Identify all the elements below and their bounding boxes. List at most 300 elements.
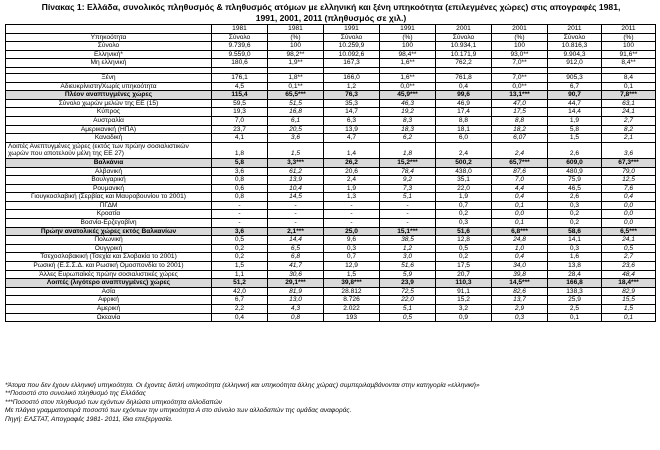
value-cell: 9,2 [380, 176, 436, 185]
value-cell: 15,5 [602, 296, 656, 305]
value-cell: 0,3 [436, 219, 492, 228]
value-cell: 63,1 [602, 99, 656, 108]
value-cell: 480,9 [548, 167, 602, 176]
value-cell: 0,7 [324, 253, 380, 262]
value-cell: 51,5 [268, 99, 324, 108]
value-cell: 0,2 [212, 244, 268, 253]
value-cell: 15,2 [436, 296, 492, 305]
table-row [6, 108, 656, 117]
row-label: Πρώην ανατολικές χώρες εκτός Βαλκανίων [6, 227, 212, 236]
value-cell: 0,6 [212, 184, 268, 193]
value-cell: - [324, 201, 380, 210]
row-label: ΠΓΔΜ [6, 201, 212, 210]
value-cell: 61,2 [268, 167, 324, 176]
value-cell: 0,1 [548, 313, 602, 322]
value-cell: - [212, 219, 268, 228]
value-cell: 0,7 [436, 201, 492, 210]
value-cell: 13,7 [492, 296, 548, 305]
value-cell: 98,4** [380, 50, 436, 59]
value-cell: 81,9 [268, 287, 324, 296]
value-cell: 180,6 [212, 59, 268, 68]
value-cell: - [380, 219, 436, 228]
value-cell: 78,4 [380, 167, 436, 176]
value-cell: 79,0 [602, 167, 656, 176]
value-cell: 0,3 [324, 244, 380, 253]
row-label: Κροατία [6, 210, 212, 219]
value-cell: 23,9 [380, 279, 436, 288]
value-cell: 67,3*** [602, 158, 656, 167]
value-cell: 24,8 [492, 236, 548, 245]
value-cell: 115,4 [212, 91, 268, 100]
value-cell: 82,6 [492, 287, 548, 296]
value-cell: 3,6 [268, 134, 324, 143]
value-cell: 0,2 [436, 253, 492, 262]
value-cell: 22,0 [380, 296, 436, 305]
value-cell: 0,4 [212, 313, 268, 322]
value-cell: 0,8 [212, 176, 268, 185]
value-cell: 46,9 [436, 99, 492, 108]
value-cell: 0,5 [380, 313, 436, 322]
value-cell: 48,4 [602, 270, 656, 279]
value-cell: 10.171,9 [436, 50, 492, 59]
value-cell: 10.092,6 [324, 50, 380, 59]
value-cell: 1,6** [380, 59, 436, 68]
value-cell: 20,6 [324, 167, 380, 176]
value-cell: - [324, 219, 380, 228]
value-cell: 12,9 [324, 262, 380, 271]
row-label: Πλέον αναπτυγμένες χώρες [6, 91, 212, 100]
note-line: ***Ποσοστό στον πληθυσμό των εχόντων δηλώσει υπηκοότητα αλλοδαπών [5, 398, 223, 406]
row-label: Αμερική [6, 305, 212, 314]
value-cell: 12,8 [436, 236, 492, 245]
value-cell: 2,9 [492, 305, 548, 314]
table-row [6, 99, 656, 108]
value-cell: 24,1 [602, 236, 656, 245]
value-cell: 5,9 [380, 270, 436, 279]
row-label: Ρωσική (Ε.Σ.Σ.Δ. και Ρωσική Ομοσπονδία το 2001) [6, 262, 212, 271]
value-cell: 500,2 [436, 158, 492, 167]
value-cell: 75,9 [548, 176, 602, 185]
row-label: Αδιευκρίνιστη/Χωρίς υπηκοότητα [6, 82, 212, 91]
value-cell: 15,2*** [380, 158, 436, 167]
table-row [6, 42, 656, 51]
value-cell: 1,9** [268, 59, 324, 68]
row-label: Ρουμανική [6, 184, 212, 193]
table-row [6, 193, 656, 202]
header-year-cell: 1991 [380, 25, 436, 34]
value-cell: 2,6 [548, 193, 602, 202]
value-cell: 6,7 [212, 296, 268, 305]
table-body [6, 25, 656, 322]
value-cell: - [324, 210, 380, 219]
value-cell: 0,0 [492, 210, 548, 219]
value-cell: 45,9*** [380, 91, 436, 100]
value-cell: 1,9 [436, 193, 492, 202]
header-year-cell: 1981 [212, 25, 268, 34]
value-cell: 12,5 [602, 176, 656, 185]
value-cell: 3,6 [212, 167, 268, 176]
value-cell: 19,2 [380, 108, 436, 117]
value-cell: 100 [268, 42, 324, 51]
value-cell: 1,0 [492, 244, 548, 253]
value-cell: 166,8 [548, 279, 602, 288]
value-cell: 14,4 [268, 236, 324, 245]
value-cell: 10.259,9 [324, 42, 380, 51]
value-cell: 167,3 [324, 59, 380, 68]
value-cell: 13,8 [548, 262, 602, 271]
value-cell: 17,4 [436, 108, 492, 117]
value-cell: 0,4 [602, 193, 656, 202]
value-cell: 16,8 [268, 108, 324, 117]
header-column-cell: (%) [602, 33, 656, 42]
value-cell: 90,7 [548, 91, 602, 100]
value-cell: 87,6 [492, 167, 548, 176]
value-cell: 6,0 [436, 134, 492, 143]
value-cell: 0,2 [436, 210, 492, 219]
value-cell: 39,8*** [324, 279, 380, 288]
value-cell: 1,5 [548, 134, 602, 143]
value-cell: 138,3 [548, 287, 602, 296]
value-cell: 609,0 [548, 158, 602, 167]
value-cell: - [268, 219, 324, 228]
row-label: Αυστραλία [6, 116, 212, 125]
table-row [6, 91, 656, 100]
value-cell: 1,6** [380, 73, 436, 82]
value-cell: 18,4*** [602, 279, 656, 288]
population-table [5, 24, 656, 322]
value-cell: 14,1 [548, 236, 602, 245]
value-cell: 6,5*** [602, 227, 656, 236]
note-line: Με πλάγια γραμματοσειρά ποσοστό των εχόντων την υπηκοότητα Α στο σύνολο των αλλοδαπών της ομάδας αναφοράς. [5, 407, 352, 415]
value-cell: 1,4 [324, 142, 380, 158]
value-cell: 59,5 [212, 99, 268, 108]
table-row [6, 142, 656, 158]
value-cell: 7,0 [492, 176, 548, 185]
value-cell: 65,5*** [268, 91, 324, 100]
value-cell: - [212, 201, 268, 210]
value-cell: 9.559,0 [212, 50, 268, 59]
value-cell: 6,3 [324, 116, 380, 125]
value-cell: 22,0 [436, 184, 492, 193]
value-cell: 41,7 [268, 262, 324, 271]
value-cell: 438,0 [436, 167, 492, 176]
header-blank-cell [6, 25, 212, 34]
table-row [6, 116, 656, 125]
value-cell: 28.812 [324, 287, 380, 296]
value-cell: 3,0 [380, 253, 436, 262]
row-label: Αλβανική [6, 167, 212, 176]
value-cell: 72,5 [380, 287, 436, 296]
value-cell: 0,3 [548, 201, 602, 210]
value-cell: 2,4 [436, 142, 492, 158]
value-cell: 0,8 [212, 193, 268, 202]
value-cell: 0,0 [602, 201, 656, 210]
value-cell: 0,0 [602, 219, 656, 228]
value-cell: 0,5 [436, 244, 492, 253]
value-cell: 8,3 [380, 116, 436, 125]
value-cell: 47,0 [492, 99, 548, 108]
value-cell: 6,2 [380, 134, 436, 143]
header-year-cell: 2011 [548, 25, 602, 34]
value-cell: 14,7 [324, 108, 380, 117]
header-column-cell: Υπηκοότητα [6, 33, 212, 42]
value-cell: 98,2** [268, 50, 324, 59]
value-cell: 0,5 [602, 244, 656, 253]
value-cell: 100 [492, 42, 548, 51]
value-cell: 13,9 [268, 176, 324, 185]
value-cell: 91,6** [602, 50, 656, 59]
value-cell: 91,1 [436, 287, 492, 296]
value-cell: 0,0** [380, 82, 436, 91]
value-cell: 51,2 [212, 279, 268, 288]
value-cell: 1,5 [324, 270, 380, 279]
value-cell: 110,3 [436, 279, 492, 288]
value-cell: 7,0 [212, 116, 268, 125]
header-year-cell: 1991 [324, 25, 380, 34]
value-cell: - [212, 210, 268, 219]
value-cell: 0,4 [492, 193, 548, 202]
value-cell: 0,4 [492, 253, 548, 262]
row-label: Πολωνική [6, 236, 212, 245]
value-cell: 8,4** [602, 59, 656, 68]
header-year-cell: 2011 [602, 25, 656, 34]
table-row [6, 50, 656, 59]
table-row [6, 176, 656, 185]
value-cell: 51,6 [436, 227, 492, 236]
table-row [6, 125, 656, 134]
value-cell: - [380, 201, 436, 210]
value-cell: 8.726 [324, 296, 380, 305]
row-label: Ωκεανία [6, 313, 212, 322]
value-cell: 10.816,3 [548, 42, 602, 51]
value-cell: 6,8*** [492, 227, 548, 236]
value-cell: 0,5 [212, 236, 268, 245]
value-cell: 3,3*** [268, 158, 324, 167]
value-cell: 2,2 [212, 305, 268, 314]
table-row [6, 236, 656, 245]
value-cell: 3,6 [602, 142, 656, 158]
row-label: Σύνολο [6, 42, 212, 51]
table-row [6, 59, 656, 68]
value-cell: 1,1 [212, 270, 268, 279]
table-row [6, 134, 656, 143]
value-cell: 1,5 [602, 305, 656, 314]
value-cell: - [380, 210, 436, 219]
value-cell: 0,1** [268, 82, 324, 91]
value-cell: 14,5 [268, 193, 324, 202]
header-column-cell: (%) [380, 33, 436, 42]
value-cell: 762,2 [436, 59, 492, 68]
value-cell: 42,0 [212, 287, 268, 296]
value-cell: 2,5 [548, 305, 602, 314]
value-cell: 0,1 [492, 219, 548, 228]
value-cell: 76,3 [324, 91, 380, 100]
value-cell: 34,0 [492, 262, 548, 271]
value-cell: 5,1 [380, 305, 436, 314]
value-cell: 15,1*** [380, 227, 436, 236]
table-row [6, 210, 656, 219]
value-cell: 3,6 [212, 227, 268, 236]
table-row [6, 313, 656, 322]
value-cell: 6,07 [492, 134, 548, 143]
row-label: Κύπρος [6, 108, 212, 117]
value-cell: 2,4 [324, 176, 380, 185]
table-row [6, 287, 656, 296]
value-cell: 0,1 [602, 82, 656, 91]
row-label: Μη ελληνική [6, 59, 212, 68]
value-cell: 9.904,3 [548, 50, 602, 59]
value-cell: 0,9 [436, 313, 492, 322]
row-label: Λοιπές Ανεπτυγμένες χώρες (εκτός των πρώην σοσιαλιστικών χωρών που αποτελούν μέλη της ΕΕ 27) [6, 142, 212, 158]
value-cell: 7,0** [492, 73, 548, 82]
value-cell: 18,2 [492, 125, 548, 134]
note-line: **Ποσοστό στο συνολικό πληθυσμό της Ελλάδας [5, 390, 146, 398]
value-cell: 46,3 [380, 99, 436, 108]
row-label: Τσεχοσλοβακική (Τσεχία και Σλοβακία το 2001) [6, 253, 212, 262]
value-cell: 4,3 [268, 305, 324, 314]
value-cell: 912,0 [548, 59, 602, 68]
value-cell: 0,2 [212, 253, 268, 262]
value-cell: 65,7*** [492, 158, 548, 167]
value-cell: 93,0** [492, 50, 548, 59]
header-column-cell: Σύνολο [324, 33, 380, 42]
value-cell: 9,6 [324, 236, 380, 245]
value-cell: 100 [602, 42, 656, 51]
value-cell: 100 [380, 42, 436, 51]
value-cell: 2,7 [602, 253, 656, 262]
value-cell: 0,3 [548, 244, 602, 253]
value-cell: 28,4 [548, 270, 602, 279]
row-label: Βοσνία-Ερζεγοβίνη [6, 219, 212, 228]
row-label: Ουγγρική [6, 244, 212, 253]
value-cell: 2,1 [602, 134, 656, 143]
value-cell: 1,2 [324, 82, 380, 91]
table-row [6, 167, 656, 176]
value-cell: 44,7 [548, 99, 602, 108]
value-cell: 7,8*** [602, 91, 656, 100]
value-cell: 58,6 [548, 227, 602, 236]
table-row [6, 270, 656, 279]
table-row [6, 253, 656, 262]
value-cell: 10.934,1 [436, 42, 492, 51]
value-cell: 1,3 [324, 193, 380, 202]
row-label: Σύνολο χωρών μελών της ΕΕ (15) [6, 99, 212, 108]
value-cell: 905,3 [548, 73, 602, 82]
value-cell: 1,9 [324, 184, 380, 193]
value-cell: 3,2 [436, 305, 492, 314]
value-cell: 25,9 [548, 296, 602, 305]
value-cell: 0,3 [492, 313, 548, 322]
value-cell: 18,3 [380, 125, 436, 134]
value-cell: 0,2 [548, 210, 602, 219]
value-cell: 26,2 [324, 158, 380, 167]
value-cell: 14,4 [548, 108, 602, 117]
table-title-line1: Πίνακας 1: Ελλάδα, συνολικός πληθυσμός & πληθυσμός ατόμων με ελληνική και ξένη υπηκοότητα (επιλεγμένες χώρες) στις απογραφές 1981, [41, 2, 621, 12]
value-cell: 4,4 [492, 184, 548, 193]
header-columns-row [6, 33, 656, 42]
header-year-cell: 2001 [436, 25, 492, 34]
value-cell: 13,0 [268, 296, 324, 305]
value-cell: 7,6 [602, 184, 656, 193]
header-year-cell: 1981 [268, 25, 324, 34]
value-cell: 2,7 [602, 116, 656, 125]
value-cell: 19,3 [212, 108, 268, 117]
value-cell: 0,0 [602, 210, 656, 219]
value-cell: 2,6 [548, 142, 602, 158]
row-label: Λοιπές (λιγότερο αναπτυγμένες) χώρες [6, 279, 212, 288]
row-label: Βουλγαρική [6, 176, 212, 185]
table-row [6, 279, 656, 288]
value-cell: 2.022 [324, 305, 380, 314]
value-cell: 1,5 [212, 262, 268, 271]
note-line: *Άτομα που δεν έχουν ελληνική υπηκοότητα. Οι έχοντες διπλή υπηκοότητα (ελληνική και υπηκοότητα άλλης χώρας) συμπεριλαμβάνονται στην κατηγορία «ελληνική» [5, 382, 480, 389]
value-cell: 1,2 [380, 244, 436, 253]
value-cell: 17,5 [436, 262, 492, 271]
table-notes [5, 382, 655, 424]
value-cell: 20,7 [436, 270, 492, 279]
header-column-cell: Σύνολο [436, 33, 492, 42]
table-title [6, 2, 656, 23]
table-row [6, 227, 656, 236]
table-row [6, 184, 656, 193]
value-cell: 1,9 [548, 116, 602, 125]
row-label: Αμερικανική (ΗΠΑ) [6, 125, 212, 134]
value-cell: 1,5 [268, 142, 324, 158]
value-cell: 0,4 [436, 82, 492, 91]
value-cell: 176,1 [212, 73, 268, 82]
value-cell: 39,8 [492, 270, 548, 279]
value-cell: 4,7 [324, 134, 380, 143]
table-row [6, 219, 656, 228]
value-cell: 4,5 [212, 82, 268, 91]
table-row [6, 296, 656, 305]
value-cell: 38,5 [380, 236, 436, 245]
value-cell: 51,6 [380, 262, 436, 271]
row-label: Γιουγκοσλαβική (Σερβίας και Μαυροβουνίου το 2001) [6, 193, 212, 202]
value-cell: 1,6 [548, 253, 602, 262]
row-label: Ασία [6, 287, 212, 296]
value-cell: 25,0 [324, 227, 380, 236]
row-label: Καναδική [6, 134, 212, 143]
value-cell: 35,3 [324, 99, 380, 108]
value-cell: 6,8 [268, 253, 324, 262]
table-title-line2: 1991, 2001, 2011 (πληθυσμός σε χιλ.) [255, 12, 407, 23]
value-cell: - [268, 210, 324, 219]
value-cell: 1,8** [268, 73, 324, 82]
value-cell: 8,4 [602, 73, 656, 82]
value-cell: 10,4 [268, 184, 324, 193]
table-row [6, 201, 656, 210]
value-cell: 23,6 [602, 262, 656, 271]
value-cell: 5,1 [380, 193, 436, 202]
value-cell: 24,1 [602, 108, 656, 117]
value-cell: 1,8 [212, 142, 268, 158]
header-year-cell: 2001 [492, 25, 548, 34]
value-cell: 2,4 [492, 142, 548, 158]
value-cell: 6,5 [268, 244, 324, 253]
value-cell: 8,8 [436, 116, 492, 125]
value-cell: 0,0** [492, 82, 548, 91]
value-cell: 29,1*** [268, 279, 324, 288]
value-cell: 30,6 [268, 270, 324, 279]
value-cell: 0,1 [492, 201, 548, 210]
header-column-cell: Σύνολο [548, 33, 602, 42]
value-cell: 23,7 [212, 125, 268, 134]
table-row [6, 244, 656, 253]
value-cell: - [268, 201, 324, 210]
value-cell: 14,5*** [492, 279, 548, 288]
value-cell: 0,8 [268, 313, 324, 322]
